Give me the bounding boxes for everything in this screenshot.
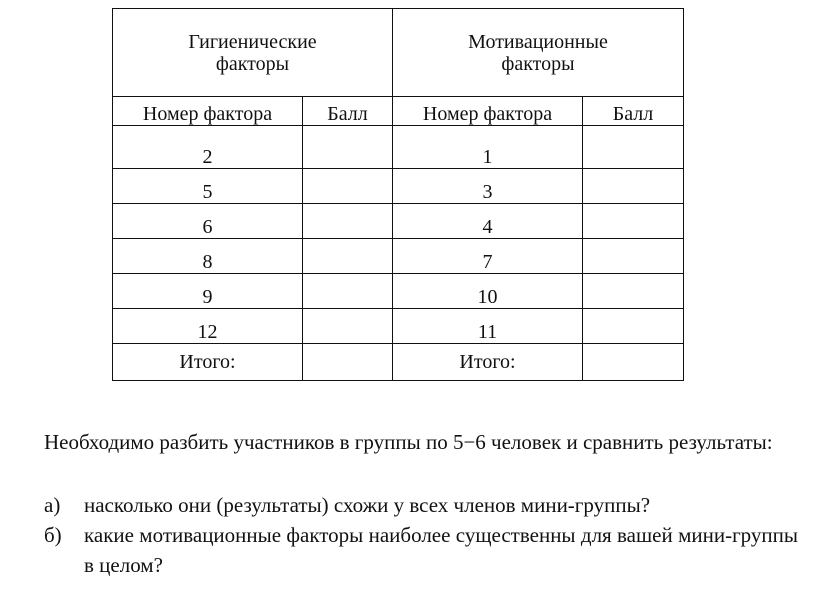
hygiene-factors-header [113,9,393,97]
factors-table [112,8,684,381]
motivation-score-cell [583,239,684,274]
hygiene-factor-number: 6 [113,204,303,239]
table-row [113,126,684,169]
list-item [44,490,798,520]
question-text: насколько они (результаты) схожи у всех членов мини-группы? [84,493,651,517]
hygiene-factor-number: 9 [113,274,303,309]
motivation-factors-title: Мотивационные факторы [468,30,608,75]
motivation-score-cell [583,309,684,344]
table-row [113,204,684,239]
motivation-total-cell [583,344,684,381]
hygiene-score-cell [303,274,393,309]
table-row [113,274,684,309]
motivation-score-cell [583,274,684,309]
motivation-factor-number: 1 [393,126,583,169]
hygiene-score-cell [303,309,393,344]
hygiene-total-cell [303,344,393,381]
motivation-total-label: Итого: [393,344,583,381]
hygiene-score-header: Балл [303,97,393,126]
hygiene-score-cell [303,204,393,239]
question-text: какие мотивационные факторы наиболее существенны для вашей мини-группы в целом? [84,523,798,577]
motivation-factor-number: 3 [393,169,583,204]
instruction-paragraph: Необходимо разбить участников в группы по 5−6 человек и сравнить результаты: [44,430,773,454]
hygiene-score-cell [303,239,393,274]
motivation-score-cell [583,126,684,169]
motivation-score-cell [583,204,684,239]
hygiene-factor-number: 8 [113,239,303,274]
total-row [113,344,684,381]
motivation-score-header: Балл [583,97,684,126]
motivation-score-cell [583,169,684,204]
motivation-number-header: Номер фактора [393,97,583,126]
hygiene-factor-number: 2 [113,126,303,169]
questions-list [44,490,798,580]
hygiene-total-label: Итого: [113,344,303,381]
hygiene-factor-number: 12 [113,309,303,344]
motivation-factor-number: 7 [393,239,583,274]
list-marker: б) [44,523,62,547]
table-row [113,309,684,344]
list-marker: а) [44,493,61,517]
list-item [44,520,798,580]
hygiene-number-header: Номер фактора [113,97,303,126]
hygiene-factor-number: 5 [113,169,303,204]
hygiene-factors-title: Гигиенические факторы [188,30,317,75]
table-row [113,239,684,274]
table-row [113,169,684,204]
motivation-factors-header [393,9,684,97]
motivation-factor-number: 10 [393,274,583,309]
motivation-factor-number: 11 [393,309,583,344]
motivation-factor-number: 4 [393,204,583,239]
hygiene-score-cell [303,126,393,169]
hygiene-score-cell [303,169,393,204]
